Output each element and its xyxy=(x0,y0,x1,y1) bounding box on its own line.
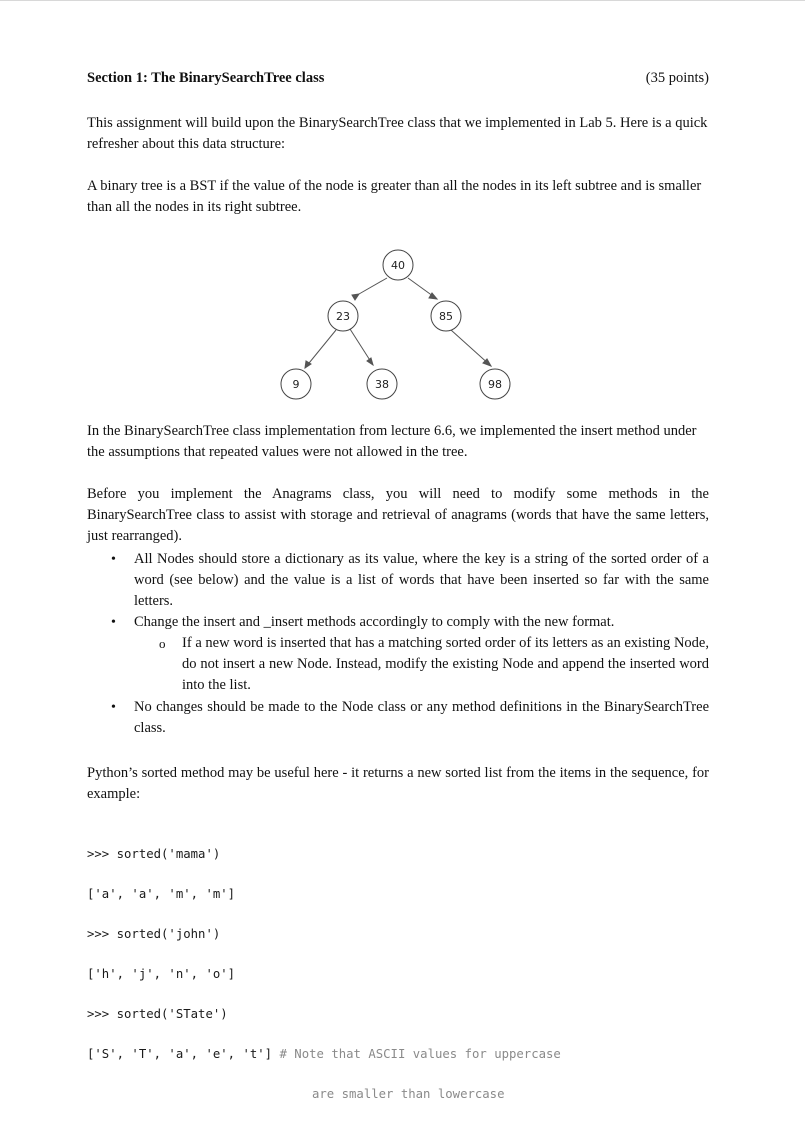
section-points: (35 points) xyxy=(645,70,709,86)
node-label-98: 98 xyxy=(488,378,502,391)
sorted-paragraph: Python’s sorted method may be useful here - it returns a new sorted list from the items in the sequence, for example: xyxy=(87,765,709,802)
anagrams-paragraph: Before you implement the Anagrams class, you will need to modify some methods in the BinarySearchTree class to assist with storage and retrieval of anagrams (words that have the same letters, just rearranged). xyxy=(87,486,709,544)
intro-paragraph: This assignment will build upon the BinarySearchTree class that we implemented in Lab 5. Here is a quick refresher about this data structure: xyxy=(87,115,708,152)
code-comment-continuation: are smaller than lowercase xyxy=(312,1087,505,1101)
node-label-38: 38 xyxy=(375,378,389,391)
bullet-text-insert: Change the insert and _insert methods accordingly to comply with the new format. xyxy=(134,614,615,630)
code-line: >>> sorted('STate') xyxy=(87,1007,228,1021)
list-item xyxy=(87,612,709,633)
code-line: >>> sorted('mama') xyxy=(87,847,221,861)
section-title: Section 1: The BinarySearchTree class xyxy=(87,70,325,86)
bullet-icon: • xyxy=(111,552,116,567)
sub-list-item xyxy=(87,633,709,696)
sub-bullet-icon: o xyxy=(159,636,166,651)
code-line: ['h', 'j', 'n', 'o'] xyxy=(87,967,236,981)
bullet-text-no-changes: No changes should be made to the Node class or any method definitions in the BinarySearchTree class. xyxy=(134,699,709,736)
section-heading xyxy=(87,70,709,87)
top-rule xyxy=(0,0,805,1)
bullet-icon: • xyxy=(111,700,116,715)
code-example xyxy=(87,824,561,1124)
sub-bullet-text: If a new word is inserted that has a matching sorted order of its letters as an existing Node, do not insert a new Node. Instead, modify the existing Node and append the inserted word into the list. xyxy=(182,635,709,693)
edge-23-9 xyxy=(305,330,336,368)
list-item xyxy=(87,549,709,612)
lecture-paragraph: In the BinarySearchTree class implementation from lecture 6.6, we implemented the insert method under the assumptions that repeated values were not allowed in the tree. xyxy=(87,423,697,460)
arrow-38 xyxy=(367,358,373,365)
bullet-icon: • xyxy=(111,615,116,630)
code-line xyxy=(87,1044,561,1064)
code-line: ['a', 'a', 'm', 'm'] xyxy=(87,887,236,901)
definition-paragraph: A binary tree is a BST if the value of the node is greater than all the nodes in its left subtree and is smaller than all the nodes in its right subtree. xyxy=(87,178,702,215)
bst-diagram xyxy=(277,243,517,403)
code-line: >>> sorted('john') xyxy=(87,927,221,941)
node-label-9: 9 xyxy=(292,378,300,391)
edge-40-23 xyxy=(359,278,387,294)
node-label-40: 40 xyxy=(391,259,405,272)
node-label-85: 85 xyxy=(439,310,453,323)
code-comment: # Note that ASCII values for uppercase xyxy=(279,1047,561,1061)
arrow-23 xyxy=(352,294,359,300)
bullet-text-dictionary: All Nodes should store a dictionary as its value, where the key is a string of the sorted order of a word (see below) and the value is a list of words that have been inserted so far with the same letters. xyxy=(134,551,709,609)
code-output: ['S', 'T', 'a', 'e', 't'] xyxy=(87,1047,280,1061)
requirements-list xyxy=(87,549,709,739)
node-label-23: 23 xyxy=(336,310,350,323)
list-item xyxy=(87,697,709,739)
